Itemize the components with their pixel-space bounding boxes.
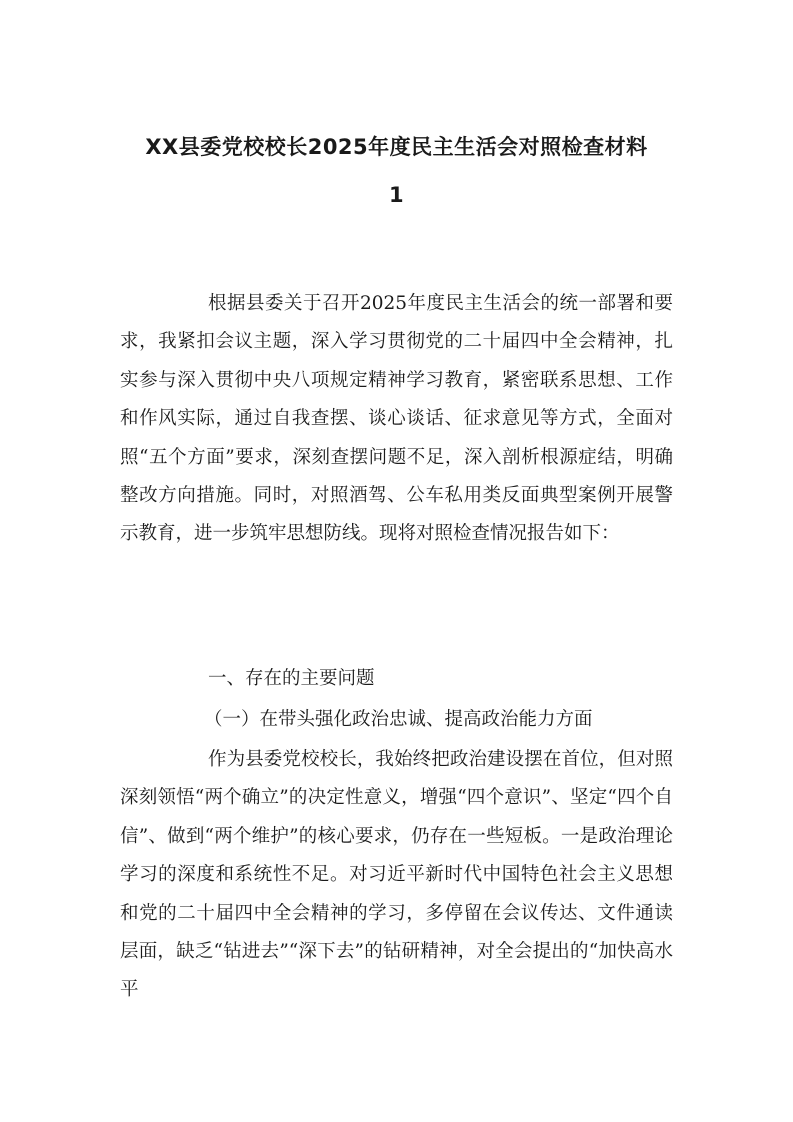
subsection-heading: （一）在带头强化政治忠诚、提高政治能力方面 [204, 709, 593, 730]
section-paragraph: 作为县委党校校长，我始终把政治建设摆在首位，但对照深刻领悟“两个确立”的决定性意义，增强“四个意识”、坚定“四个自信”、做到“两个维护”的核心要求，仍存在一些短板。一是政治理论学习的深度和系统性不足。对习近平新时代中国特色社会主义思想和党的二十届四中全会精神的学习，多停留在会议传达、文件通读层面，缺乏“钻进去”“深下去”的钻研精神，对全会提出的“加快高水平 [120, 749, 673, 1001]
section-heading: 一、存在的主要问题 [208, 668, 375, 689]
document-title-number: 1 [388, 183, 405, 207]
document-title: XX县委党校校长2025年度民主生活会对照检查材料 [145, 135, 648, 159]
intro-paragraph: 根据县委关于召开2025年度民主生活会的统一部署和要求，我紧扣会议主题，深入学习贯彻党的二十届四中全会精神，扎实参与深入贯彻中央八项规定精神学习教育，紧密联系思想、工作和作风实际，通过自我查摆、谈心谈话、征求意见等方式，全面对照“五个方面”要求，深刻查摆问题不足，深入剖析根源症结，明确整改方向措施。同时，对照酒驾、公车私用类反面典型案例开展警示教育，进一步筑牢思想防线。现将对照检查情况报告如下： [120, 293, 673, 545]
